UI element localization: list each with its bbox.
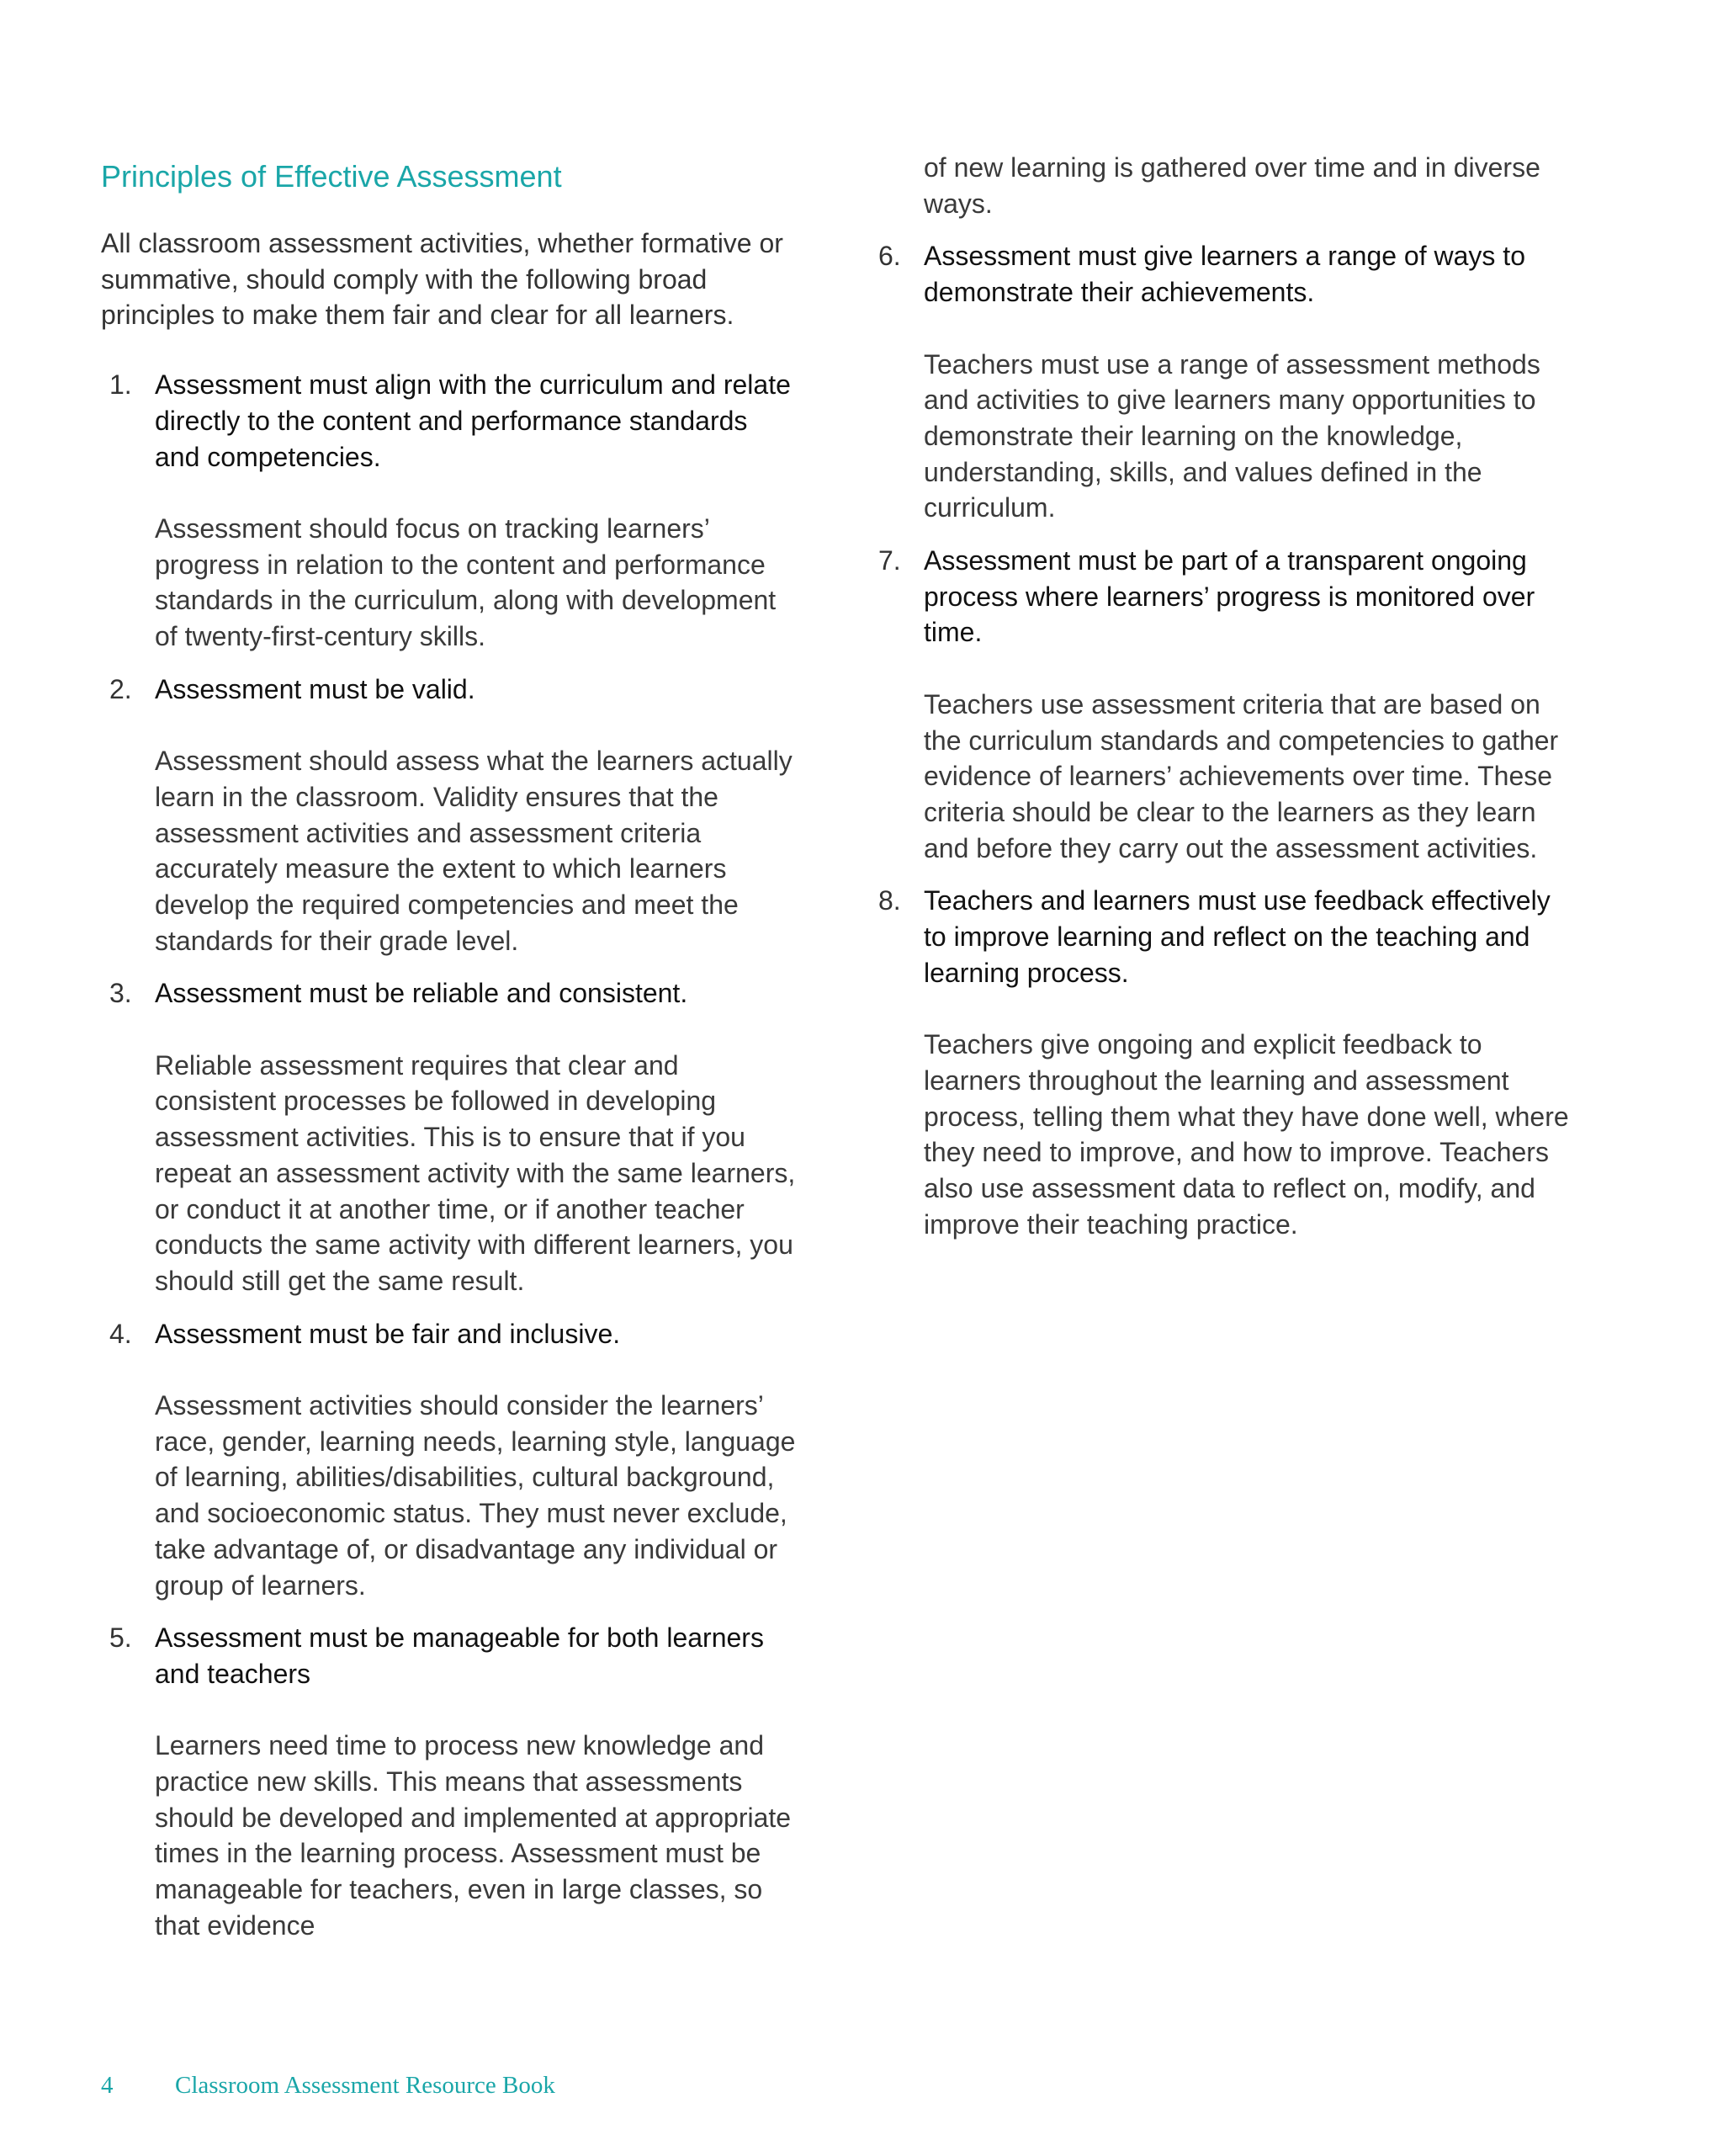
principle-body: Learners need time to process new knowledge and practice new skills. This means that assessments should be developed and implemented at appropriate times in the learning process. Assessment must be manageable for teachers, even in large classes, so that evidence	[155, 1730, 792, 1941]
principle-body: Teachers must use a range of assessment methods and activities to give learners many opportunities to demonstrate their learning on the knowledge, understanding, skills, and values defined in the curriculum.	[924, 348, 1540, 523]
principle-title: Assessment must be reliable and consistent.	[155, 978, 688, 1009]
principle-5-continuation	[877, 150, 1575, 221]
section-heading: Principles of Effective Assessment	[101, 159, 562, 194]
principle-item-1	[101, 367, 799, 655]
principle-title: Assessment must be part of a transparent ongoing process where learners’ progress is monitored over time.	[924, 545, 1535, 648]
principle-item-5	[101, 1620, 799, 1943]
principle-number: 4.	[109, 1318, 132, 1349]
principle-title: Assessment must be manageable for both learners and teachers	[155, 1622, 764, 1689]
principle-title: Assessment must align with the curriculum and relate directly to the content and performance standards and competencies.	[155, 369, 791, 472]
principle-item-4	[101, 1316, 799, 1604]
principle-body: Teachers give ongoing and explicit feedback to learners throughout the learning and assessment process, telling them what they have done well, where they need to improve, and how to improve. Teachers also use assessment data to reflect on, modify, and improve their teaching practice.	[924, 1029, 1569, 1240]
page-footer	[101, 2068, 555, 2102]
principle-item-8	[877, 883, 1575, 1242]
principle-number: 5.	[109, 1622, 132, 1654]
intro-paragraph: All classroom assessment activities, whether formative or summative, should comply with the following broad principles to make them fair and clear for all learners.	[101, 228, 783, 331]
principle-number: 8.	[878, 885, 901, 916]
principle-number: 6.	[878, 241, 901, 272]
principle-body: Assessment activities should consider the learners’ race, gender, learning needs, learning style, language of learning, abilities/disabilities, cultural background, and socioeconomic status. They must never exclude, take advantage of, or disadvantage any individual or group of learners.	[155, 1390, 796, 1601]
principle-number: 2.	[109, 673, 132, 704]
principle-number: 1.	[109, 369, 132, 401]
principle-body: Assessment should focus on tracking learners’ progress in relation to the content and performance standards in the curriculum, along with development of twenty-first-century skills.	[155, 512, 777, 652]
principle-item-3	[101, 975, 799, 1298]
principle-item-7	[877, 543, 1575, 866]
principle-body: Reliable assessment requires that clear and consistent processes be followed in developing assessment activities. This is to ensure that if you repeat an assessment activity with the same learners, or conduct it at another time, or if another teacher conducts the same activity with different learners, you should still get the same result.	[155, 1049, 796, 1296]
principle-item-2	[101, 672, 799, 959]
principle-title: Assessment must give learners a range of ways to demonstrate their achievements.	[924, 241, 1525, 308]
principle-title: Teachers and learners must use feedback effectively to improve learning and reflect on the teaching and learning process.	[924, 885, 1551, 988]
principle-body: Teachers use assessment criteria that are based on the curriculum standards and competencies to gather evidence of learners’ achievements over time. These criteria should be clear to the learners as they learn and before they carry out the assessment activities.	[924, 688, 1559, 863]
principle-body-continued: of new learning is gathered over time and in diverse ways.	[924, 152, 1540, 219]
right-column	[877, 150, 1575, 1259]
principle-number: 3.	[109, 978, 132, 1009]
page-number: 4	[101, 2072, 114, 2099]
principle-number: 7.	[878, 545, 901, 576]
left-column	[101, 150, 799, 1961]
principle-title: Assessment must be valid.	[155, 673, 475, 704]
principle-item-6	[877, 238, 1575, 526]
book-title: Classroom Assessment Resource Book	[175, 2072, 555, 2099]
principle-title: Assessment must be fair and inclusive.	[155, 1318, 621, 1349]
principle-body: Assessment should assess what the learners actually learn in the classroom. Validity ensures that the assessment activities and assessment criteria accurately measure the extent to which learners develop the required competencies and meet the standards for their grade level.	[155, 746, 793, 956]
